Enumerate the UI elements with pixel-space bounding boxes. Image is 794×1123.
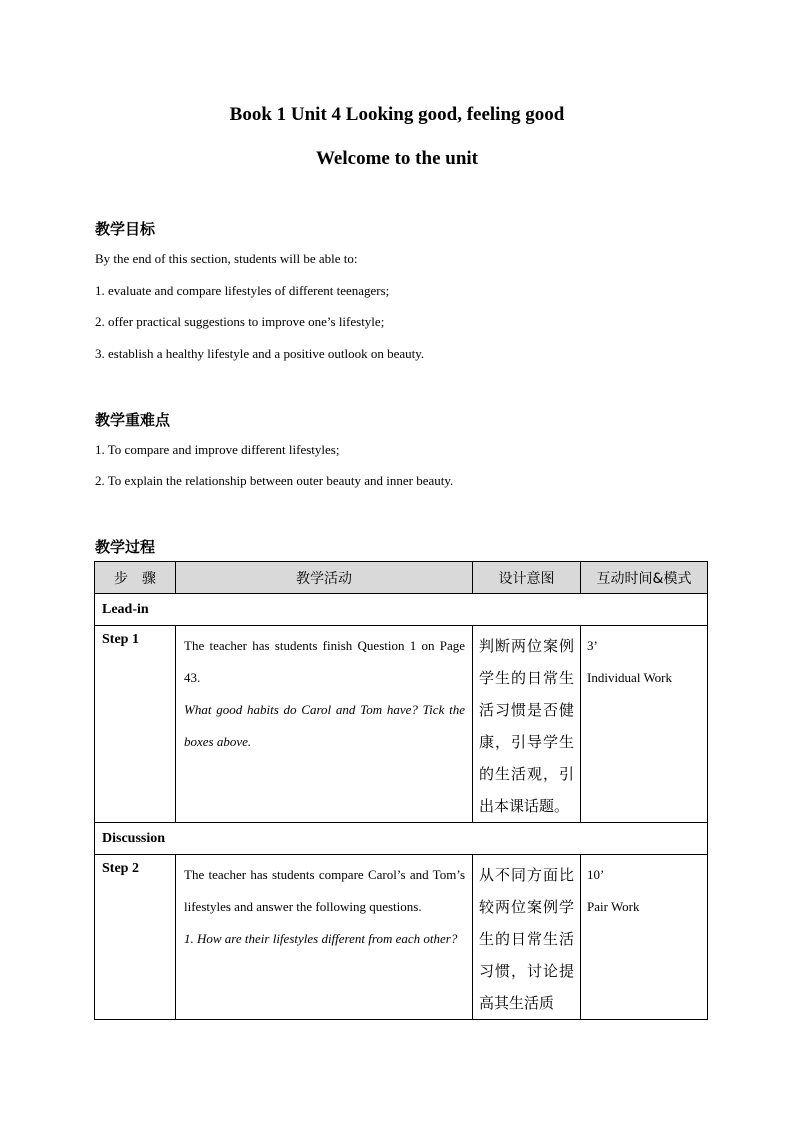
activity-cell [176, 626, 473, 823]
objective-item: 1. evaluate and compare lifestyles of different teenagers; [95, 283, 390, 298]
step-label: Step 2 [95, 855, 176, 1020]
section-row [95, 823, 708, 855]
header-activity: 教学活动 [176, 562, 473, 594]
header-intent: 设计意图 [473, 562, 581, 594]
section-label: Discussion [95, 823, 708, 855]
intent-text: 判断两位案例学生的日常生活习惯是否健康，引导学生的生活观，引出本课话题。 [473, 626, 581, 823]
objectives-heading: 教学目标 [95, 220, 156, 238]
activity-text: The teacher has students finish Question 1 on Page 43. [184, 638, 465, 685]
key-point-item: 1. To compare and improve different lifestyles; [95, 442, 340, 457]
activity-text: The teacher has students compare Carol’s and Tom’s lifestyles and answer the following questions. [184, 867, 465, 914]
intent-text: 从不同方面比较两位案例学生的日常生活习惯，讨论提高其生活质 [473, 855, 581, 1020]
time-value: 10’ [587, 867, 605, 882]
objective-item: 3. establish a healthy lifestyle and a positive outlook on beauty. [95, 346, 425, 361]
objective-item: 2. offer practical suggestions to improve one’s lifestyle; [95, 314, 385, 329]
header-time-mode: 互动时间&模式 [581, 562, 708, 594]
step-label: Step 1 [95, 626, 176, 823]
key-points-heading: 教学重难点 [95, 411, 171, 429]
activity-question: 1. How are their lifestyles different from each other? [184, 931, 458, 946]
header-step: 步 骤 [95, 562, 176, 594]
time-mode-cell [581, 855, 708, 1020]
activity-question: What good habits do Carol and Tom have? Tick the boxes above. [184, 702, 465, 749]
table-row [95, 626, 708, 823]
process-heading: 教学过程 [95, 538, 156, 556]
section-row [95, 594, 708, 626]
table-row [95, 855, 708, 1020]
key-point-item: 2. To explain the relationship between outer beauty and inner beauty. [95, 473, 454, 488]
objectives-intro: By the end of this section, students will be able to: [95, 251, 358, 266]
table-header-row [95, 562, 708, 594]
mode-value: Pair Work [587, 899, 640, 914]
mode-value: Individual Work [587, 670, 673, 685]
document-subtitle: Welcome to the unit [315, 148, 478, 169]
document-title: Book 1 Unit 4 Looking good, feeling good [229, 104, 565, 125]
process-table [94, 561, 708, 1020]
time-mode-cell [581, 626, 708, 823]
time-value: 3’ [587, 638, 598, 653]
activity-cell [176, 855, 473, 1020]
section-label: Lead-in [95, 594, 708, 626]
